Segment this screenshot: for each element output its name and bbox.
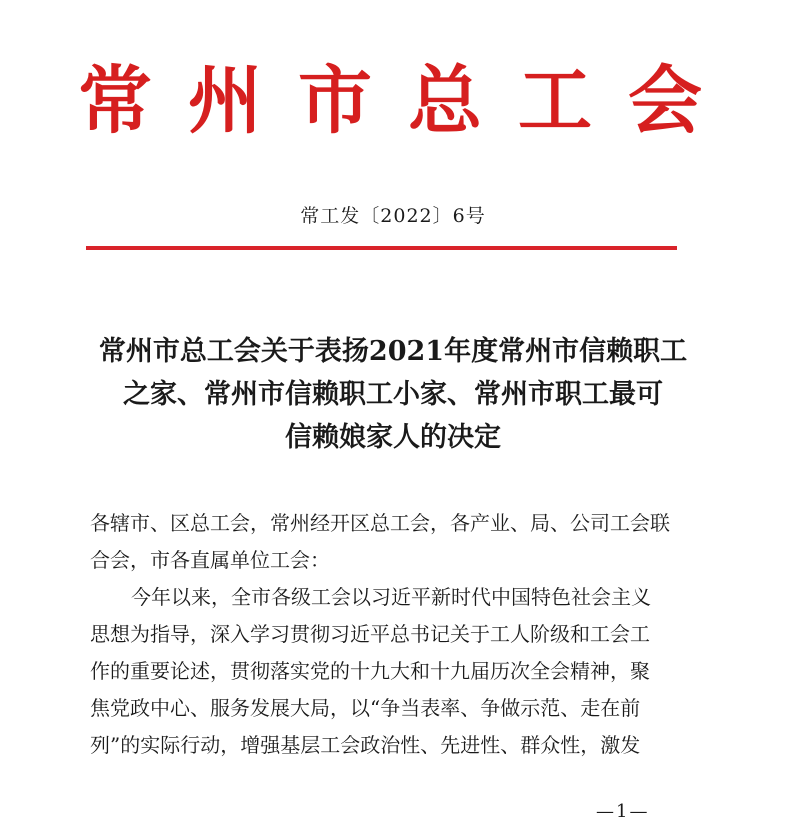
addressee-line: 合会，市各直属单位工会： (90, 548, 330, 572)
red-separator-line (86, 246, 677, 250)
paragraph-line: 焦党政中心、服务发展大局，以“争当表率、争做示范、走在前 (90, 696, 641, 720)
page-number: —1— (596, 801, 650, 822)
title-line: 信赖娘家人的决定 (285, 422, 501, 453)
title-line: 常州市总工会关于表扬2021年度常州市信赖职工 (98, 336, 688, 367)
document-title (60, 330, 726, 459)
document-number: 常工发〔2022〕6号 (300, 205, 486, 227)
paragraph-line: 思想为指导，深入学习贯彻习近平总书记关于工人阶级和工会工 (90, 622, 650, 646)
document-body (90, 505, 700, 764)
issuer-heading: 常州市总工会 (78, 58, 738, 144)
paragraph-line: 作的重要论述，贯彻落实党的十九大和十九届历次全会精神，聚 (90, 659, 650, 683)
paragraph-line: 列”的实际行动，增强基层工会政治性、先进性、群众性，激发 (90, 733, 641, 757)
paragraph-line: 今年以来，全市各级工会以习近平新时代中国特色社会主义 (131, 585, 651, 609)
addressee-line: 各辖市、区总工会，常州经开区总工会，各产业、局、公司工会联 (90, 511, 670, 535)
title-line: 之家、常州市信赖职工小家、常州市职工最可 (123, 379, 663, 410)
